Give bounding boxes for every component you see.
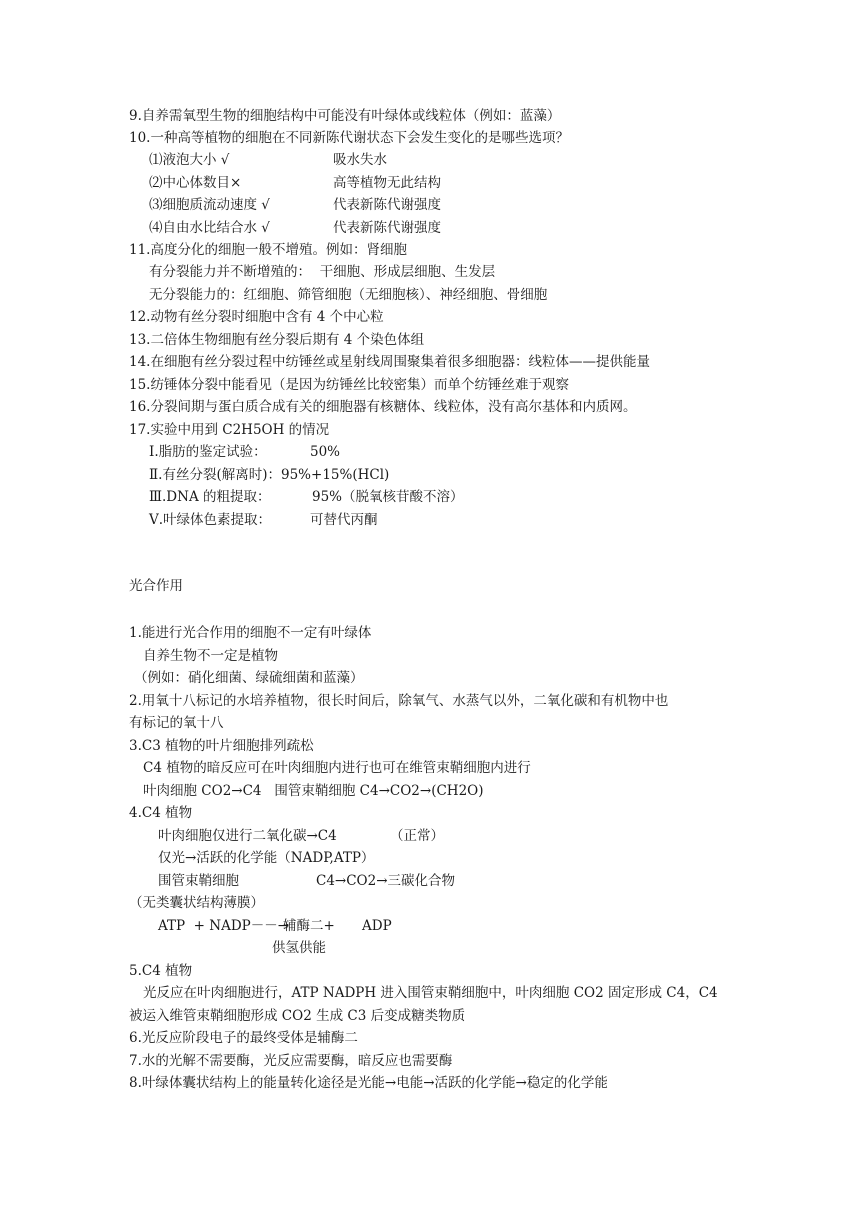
item-15: 15.纺锤体分裂中能看见（是因为纺锤丝比较密集）而单个纺锤丝难于观察 [129, 377, 569, 393]
ps-item-2: 2.用氧十八标记的水培养植物，很长时间后，除氧气、水蒸气以外，二氧化碳和有机物中也 [129, 693, 669, 709]
q10-note-2: 高等植物无此结构 [333, 175, 441, 191]
ps-item-1-sub-1: 自养生物不一定是植物 [143, 648, 278, 664]
ps-item-4: 4.C4 植物 [129, 805, 193, 821]
item-16: 16.分裂间期与蛋白质合成有关的细胞器有核糖体、线粒体，没有高尔基体和内质网。 [129, 399, 637, 415]
ps-item-5: 5.C4 植物 [129, 963, 193, 979]
q10-option-2: ⑵中心体数目× [149, 175, 242, 191]
q17-label-1: Ⅰ.脂肪的鉴定试验： [149, 444, 267, 460]
ps-item-1-sub-2: （例如：硝化细菌、绿硫细菌和蓝藻） [134, 670, 364, 686]
q17-label-3: Ⅲ.DNA 的粗提取： [149, 489, 271, 505]
item-11-sub-2: 无分裂能力的：红细胞、筛管细胞（无细胞核）、神经细胞、骨细胞 [149, 287, 548, 303]
q17-value-3: 95%（脱氧核苷酸不溶） [312, 489, 464, 505]
q17-value-1: 50% [310, 444, 341, 460]
ps-item-4-line-5c: ADP [362, 918, 392, 934]
ps-item-5-sub-1: 光反应在叶肉细胞进行，ATP NADPH 进入围管束鞘细胞中，叶肉细胞 CO2 固定形成 C4，C4 [143, 985, 718, 1001]
ps-item-4-line-3a: 围管束鞘细胞 [158, 873, 239, 889]
ps-item-4-line-5a: ATP + NADP－－→ [158, 918, 290, 934]
item-10-question: 10.一种高等植物的细胞在不同新陈代谢状态下会发生变化的是哪些选项？ [129, 130, 569, 146]
item-11-sub-1: 有分裂能力并不断增殖的： 干细胞、形成层细胞、生发层 [149, 264, 496, 280]
q17-label-4: Ⅴ.叶绿体色素提取： [149, 512, 272, 528]
ps-item-4-line-6: 供氢供能 [272, 940, 326, 956]
q10-note-4: 代表新陈代谢强度 [333, 220, 441, 236]
ps-item-7: 7.水的光解不需要酶，光反应需要酶，暗反应也需要酶 [129, 1053, 453, 1069]
item-13: 13.二倍体生物细胞有丝分裂后期有 4 个染色体组 [129, 332, 425, 348]
ps-item-6: 6.光反应阶段电子的最终受体是辅酶二 [129, 1030, 358, 1046]
ps-item-4-line-4: （无类囊状结构薄膜） [129, 895, 264, 911]
ps-item-3-sub-2: 叶肉细胞 CO2→C4 围管束鞘细胞 C4→CO2→(CH2O) [143, 783, 484, 799]
item-9: 9.自养需氧型生物的细胞结构中可能没有叶绿体或线粒体（例如：蓝藻） [129, 108, 561, 124]
ps-item-3: 3.C3 植物的叶片细胞排列疏松 [129, 738, 314, 754]
q17-value-4: 可替代丙酮 [310, 512, 378, 528]
ps-item-4-line-1b: （正常） [390, 828, 444, 844]
ps-item-5-sub-2: 被运入维管束鞘细胞形成 CO2 生成 C3 后变成糖类物质 [129, 1008, 466, 1024]
ps-item-4-line-5b: 辅酶二+ [283, 918, 335, 934]
q10-option-4: ⑷自由水比结合水 √ [149, 220, 270, 236]
section-title: 光合作用 [129, 578, 183, 594]
item-17: 17.实验中用到 C2H5OH 的情况 [129, 422, 330, 438]
ps-item-4-line-3b: C4→CO2→三碳化合物 [316, 873, 456, 889]
ps-item-4-line-1a: 叶肉细胞仅进行二氧化碳→C4 [158, 828, 337, 844]
item-14: 14.在细胞有丝分裂过程中纺锤丝或星射线周围聚集着很多细胞器：线粒体——提供能量 [129, 354, 650, 370]
q10-note-3: 代表新陈代谢强度 [333, 197, 441, 213]
ps-item-3-sub-1: C4 植物的暗反应可在叶肉细胞内进行也可在维管束鞘细胞内进行 [143, 760, 531, 776]
ps-item-1: 1.能进行光合作用的细胞不一定有叶绿体 [129, 625, 372, 641]
ps-item-2-cont: 有标记的氧十八 [129, 715, 224, 731]
ps-item-8: 8.叶绿体囊状结构上的能量转化途径是光能→电能→活跃的化学能→稳定的化学能 [129, 1075, 608, 1091]
q10-note-1: 吸水失水 [333, 152, 387, 168]
ps-item-4-line-2: 仅光→活跃的化学能（NADP,ATP） [158, 850, 375, 866]
q17-label-2: Ⅱ.有丝分裂(解离时)：95%+15%(HCl) [149, 467, 390, 483]
q10-option-1: ⑴液泡大小 √ [149, 152, 230, 168]
q10-option-3: ⑶细胞质流动速度 √ [149, 197, 270, 213]
item-12: 12.动物有丝分裂时细胞中含有 4 个中心粒 [129, 309, 384, 325]
item-11: 11.高度分化的细胞一般不增殖。例如：肾细胞 [129, 242, 407, 258]
